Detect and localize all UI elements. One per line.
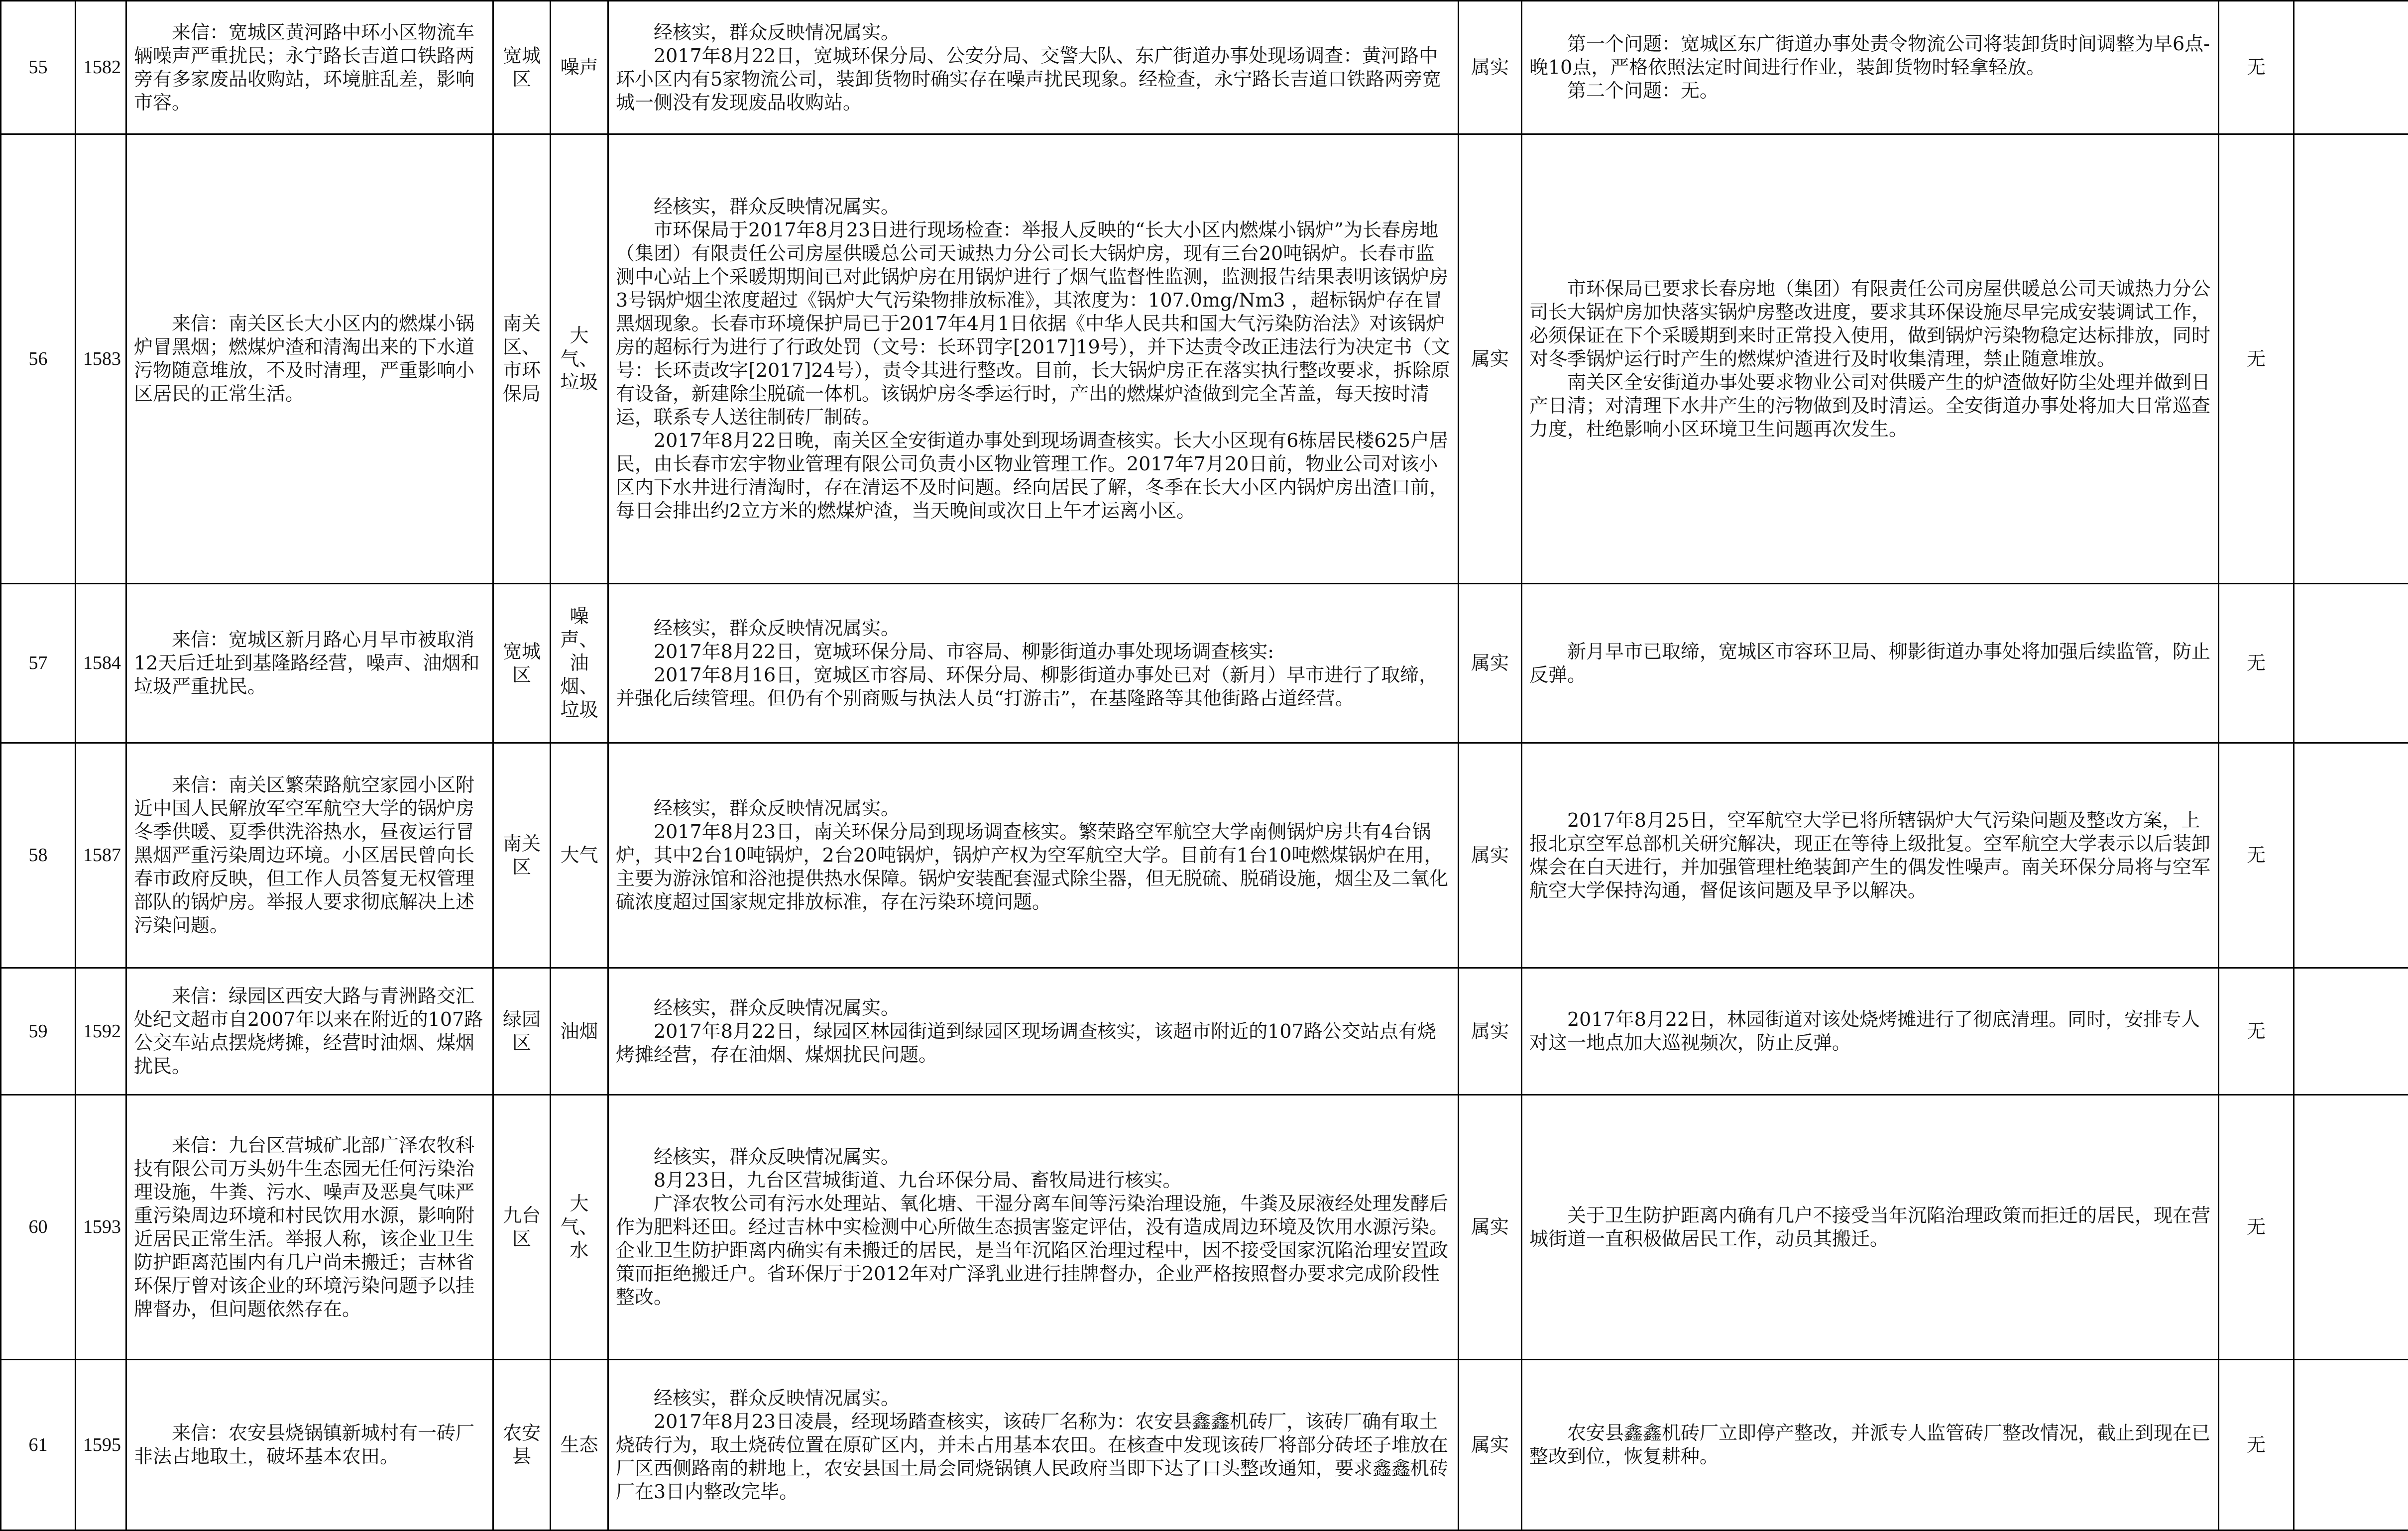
handling-measures <box>1522 968 2219 1095</box>
district: 宽城区 <box>493 1 551 134</box>
complaint-content <box>126 134 493 584</box>
verdict: 属实 <box>1459 968 1522 1095</box>
pollution-type: 油烟 <box>551 968 608 1095</box>
investigation-paragraph: 市环保局于2017年8月23日进行现场检查：举报人反映的“长大小区内燃煤小锅炉”为长春房地（集团）有限责任公司房屋供暖总公司天诚热力分公司长大锅炉房，现有三台20吨锅炉。长春市监测中心站上个采暖期期间已对此锅炉房在用锅炉进行了烟气监督性监测，监测报告结果表明该锅炉房3号锅炉烟尘浓度超过《锅炉大气污染物排放标准》，其浓度为：107.0mg/Nm3 ，超标锅炉存在冒黑烟现象。长春市环境保护局已于2017年4月1日依据《中华人民共和国大气污染防治法》对该锅炉房的超标行为进行了行政处罚（文号：长环罚字[2017]19号），并下达责令改正违法行为决定书（文号：长环责改字[2017]24号），责令其进行整改。目前，长大锅炉房正在落实执行整改要求，拆除原有设备，新建除尘脱硫一体机。该锅炉房冬季运行时，产出的燃煤炉渣做到完全苫盖，每天按时清运，联系专人送往制砖厂制砖。 <box>616 219 1451 429</box>
investigation-result <box>608 134 1459 584</box>
complaint-text: 来信：农安县烧锅镇新城村有一砖厂非法占地取土，破坏基本农田。 <box>134 1422 485 1468</box>
complaint-text: 来信：南关区长大小区内的燃煤小锅炉冒黑烟；燃煤炉渣和清淘出来的下水道污物随意堆放，不及时清理，严重影响小区居民的正常生活。 <box>134 312 485 406</box>
remark <box>2294 1360 2408 1531</box>
handling-measures <box>1522 743 2219 968</box>
remark <box>2294 584 2408 743</box>
investigation-paragraph: 经核实，群众反映情况属实。 <box>616 996 1451 1020</box>
accountability: 无 <box>2219 968 2294 1095</box>
investigation-paragraph: 经核实，群众反映情况属实。 <box>616 195 1451 219</box>
investigation-paragraph: 2017年8月22日，宽城环保分局、市容局、柳影街道办事处现场调查核实: <box>616 640 1451 663</box>
investigation-result <box>608 1360 1459 1531</box>
pollution-type: 大气 <box>551 743 608 968</box>
row-index: 60 <box>1 1095 76 1360</box>
verdict: 属实 <box>1459 134 1522 584</box>
investigation-paragraph: 2017年8月22日，绿园区林园街道到绿园区现场调查核实，该超市附近的107路公交站点有烧烤摊经营，存在油烟、煤烟扰民问题。 <box>616 1020 1451 1067</box>
pollution-type: 大气、垃圾 <box>551 134 608 584</box>
investigation-paragraph: 2017年8月23日，南关环保分局到现场调查核实。繁荣路空军航空大学南侧锅炉房共有4台锅炉，其中2台10吨锅炉，2台20吨锅炉，锅炉产权为空军航空大学。目前有1台10吨燃煤锅炉在用，主要为游泳馆和浴池提供热水保障。锅炉安装配套湿式除尘器，但无脱硫、脱硝设施，烟尘及二氧化硫浓度超过国家规定排放标准，存在污染环境问题。 <box>616 820 1451 914</box>
handling-measures <box>1522 584 2219 743</box>
accountability: 无 <box>2219 743 2294 968</box>
verdict: 属实 <box>1459 1360 1522 1531</box>
district: 绿园区 <box>493 968 551 1095</box>
handling-paragraph: 新月早市已取缔，宽城区市容环卫局、柳影街道办事处将加强后续监管，防止反弹。 <box>1529 640 2211 687</box>
remark <box>2294 134 2408 584</box>
row-index: 61 <box>1 1360 76 1531</box>
accountability: 无 <box>2219 1360 2294 1531</box>
handling-measures <box>1522 1095 2219 1360</box>
investigation-result <box>608 584 1459 743</box>
accountability: 无 <box>2219 1095 2294 1360</box>
investigation-result <box>608 1095 1459 1360</box>
table-row <box>1 1 2408 134</box>
verdict: 属实 <box>1459 1095 1522 1360</box>
remark <box>2294 968 2408 1095</box>
remark <box>2294 743 2408 968</box>
row-index: 55 <box>1 1 76 134</box>
case-id: 1587 <box>76 743 126 968</box>
district: 九台区 <box>493 1095 551 1360</box>
table-row <box>1 584 2408 743</box>
handling-paragraph: 2017年8月22日，林园街道对该处烧烤摊进行了彻底清理。同时，安排专人对这一地点加大巡视频次，防止反弹。 <box>1529 1008 2211 1055</box>
complaint-content <box>126 1095 493 1360</box>
investigation-paragraph: 经核实，群众反映情况属实。 <box>616 1145 1451 1169</box>
handling-measures <box>1522 134 2219 584</box>
case-id: 1584 <box>76 584 126 743</box>
accountability: 无 <box>2219 1 2294 134</box>
investigation-result <box>608 968 1459 1095</box>
district: 南关区 <box>493 743 551 968</box>
row-index: 59 <box>1 968 76 1095</box>
complaint-content <box>126 1 493 134</box>
complaint-text: 来信：九台区营城矿北部广泽农牧科技有限公司万头奶牛生态园无任何污染治理设施，牛粪、污水、噪声及恶臭气味严重污染周边环境和村民饮用水源，影响附近居民正常生活。举报人称，该企业卫生防护距离范围内有几户尚未搬迁；吉林省环保厅曾对该企业的环境污染问题予以挂牌督办，但问题依然存在。 <box>134 1134 485 1321</box>
district: 农安县 <box>493 1360 551 1531</box>
pollution-type: 噪声、油烟、垃圾 <box>551 584 608 743</box>
row-index: 57 <box>1 584 76 743</box>
investigation-paragraph: 经核实，群众反映情况属实。 <box>616 21 1451 44</box>
handling-paragraph: 2017年8月25日，空军航空大学已将所辖锅炉大气污染问题及整改方案，上报北京空军总部机关研究解决，现正在等待上级批复。空军航空大学表示以后装卸煤会在白天进行，并加强管理杜绝装卸产生的偶发性噪声。南关环保分局将与空军航空大学保持沟通，督促该问题及早予以解决。 <box>1529 809 2211 902</box>
pollution-type: 生态 <box>551 1360 608 1531</box>
verdict: 属实 <box>1459 1 1522 134</box>
investigation-paragraph: 2017年8月23日凌晨，经现场踏查核实，该砖厂名称为：农安县鑫鑫机砖厂，该砖厂确有取土烧砖行为，取土烧砖位置在原矿区内，并未占用基本农田。在核查中发现该砖厂将部分砖坯子堆放在厂区西侧路南的耕地上，农安县国土局会同烧锅镇人民政府当即下达了口头整改通知，要求鑫鑫机砖厂在3日内整改完毕。 <box>616 1410 1451 1504</box>
complaint-text: 来信：南关区繁荣路航空家园小区附近中国人民解放军空军航空大学的锅炉房冬季供暖、夏季供洗浴热水，昼夜运行冒黑烟严重污染周边环境。小区居民曾向长春市政府反映，但工作人员答复无权管理部队的锅炉房。举报人要求彻底解决上述污染问题。 <box>134 773 485 937</box>
investigation-result <box>608 1 1459 134</box>
complaint-text: 来信：绿园区西安大路与青洲路交汇处纪文超市自2007年以来在附近的107路公交车站点摆烧烤摊，经营时油烟、煤烟扰民。 <box>134 984 485 1078</box>
handling-measures <box>1522 1360 2219 1531</box>
investigation-paragraph: 经核实，群众反映情况属实。 <box>616 1387 1451 1410</box>
table-row <box>1 1360 2408 1531</box>
handling-measures <box>1522 1 2219 134</box>
pollution-type: 大气、水 <box>551 1095 608 1360</box>
district: 南关区、市环保局 <box>493 134 551 584</box>
handling-paragraph: 第一个问题：宽城区东广街道办事处责令物流公司将装卸货时间调整为早6点-晚10点，严格依照法定时间进行作业，装卸货物时轻拿轻放。 <box>1529 32 2211 79</box>
case-id: 1593 <box>76 1095 126 1360</box>
complaint-text: 来信：宽城区新月路心月早市被取消12天后迁址到基隆路经营，噪声、油烟和垃圾严重扰民。 <box>134 628 485 698</box>
row-index: 58 <box>1 743 76 968</box>
handling-paragraph: 关于卫生防护距离内确有几户不接受当年沉陷治理政策而拒迁的居民，现在营城街道一直积极做居民工作，动员其搬迁。 <box>1529 1204 2211 1251</box>
investigation-paragraph: 经核实，群众反映情况属实。 <box>616 797 1451 820</box>
accountability: 无 <box>2219 584 2294 743</box>
case-id: 1592 <box>76 968 126 1095</box>
complaint-content <box>126 968 493 1095</box>
complaint-text: 来信：宽城区黄河路中环小区物流车辆噪声严重扰民；永宁路长吉道口铁路两旁有多家废品收购站，环境脏乱差，影响市容。 <box>134 21 485 114</box>
pollution-type: 噪声 <box>551 1 608 134</box>
case-id: 1595 <box>76 1360 126 1531</box>
verdict: 属实 <box>1459 743 1522 968</box>
row-index: 56 <box>1 134 76 584</box>
handling-paragraph: 农安县鑫鑫机砖厂立即停产整改，并派专人监管砖厂整改情况，截止到现在已整改到位，恢复耕种。 <box>1529 1422 2211 1468</box>
investigation-result <box>608 743 1459 968</box>
handling-paragraph: 南关区全安街道办事处要求物业公司对供暖产生的炉渣做好防尘处理并做到日产日清；对清理下水井产生的污物做到及时清运。全安街道办事处将加大日常巡查力度，杜绝影响小区环境卫生问题再次发生。 <box>1529 371 2211 441</box>
investigation-paragraph: 经核实，群众反映情况属实。 <box>616 617 1451 640</box>
table-row <box>1 968 2408 1095</box>
table-row <box>1 1095 2408 1360</box>
investigation-paragraph: 8月23日，九台区营城街道、九台环保分局、畜牧局进行核实。 <box>616 1169 1451 1192</box>
complaint-content <box>126 584 493 743</box>
accountability: 无 <box>2219 134 2294 584</box>
case-id: 1582 <box>76 1 126 134</box>
table-row <box>1 134 2408 584</box>
handling-paragraph: 市环保局已要求长春房地（集团）有限责任公司房屋供暖总公司天诚热力分公司长大锅炉房加快落实锅炉房整改进度，要求其环保设施尽早完成安装调试工作，必须保证在下个采暖期到来时正常投入使用，做到锅炉污染物稳定达标排放，同时对冬季锅炉运行时产生的燃煤炉渣进行及时收集清理，禁止随意堆放。 <box>1529 277 2211 371</box>
handling-paragraph: 第二个问题：无。 <box>1529 79 2211 103</box>
investigation-paragraph: 2017年8月16日，宽城区市容局、环保分局、柳影街道办事处已对（新月）早市进行了取缔，并强化后续管理。但仍有个别商贩与执法人员“打游击”，在基隆路等其他街路占道经营。 <box>616 663 1451 710</box>
district: 宽城区 <box>493 584 551 743</box>
complaint-content <box>126 743 493 968</box>
investigation-paragraph: 2017年8月22日晚，南关区全安街道办事处到现场调查核实。长大小区现有6栋居民楼625户居民，由长春市宏宇物业管理有限公司负责小区物业管理工作。2017年7月20日前，物业公司对该小区内下水井进行清淘时，存在清运不及时问题。经向居民了解，冬季在长大小区内锅炉房出渣口前，每日会排出约2立方米的燃煤炉渣，当天晚间或次日上午才运离小区。 <box>616 429 1451 523</box>
investigation-paragraph: 2017年8月22日，宽城环保分局、公安分局、交警大队、东广街道办事处现场调查：黄河路中环小区内有5家物流公司，装卸货物时确实存在噪声扰民现象。经检查，永宁路长吉道口铁路两旁宽城一侧没有发现废品收购站。 <box>616 44 1451 114</box>
remark <box>2294 1 2408 134</box>
table-row <box>1 743 2408 968</box>
case-id: 1583 <box>76 134 126 584</box>
complaint-content <box>126 1360 493 1531</box>
verdict: 属实 <box>1459 584 1522 743</box>
investigation-paragraph: 广泽农牧公司有污水处理站、氧化塘、干湿分离车间等污染治理设施，牛粪及尿液经处理发酵后作为肥料还田。经过吉林中实检测中心所做生态损害鉴定评估，没有造成周边环境及饮用水源污染。企业卫生防护距离内确实有未搬迁的居民，是当年沉陷区治理过程中，因不接受国家沉陷治理安置政策而拒绝搬迁户。省环保厅于2012年对广泽乳业进行挂牌督办，企业严格按照督办要求完成阶段性整改。 <box>616 1192 1451 1309</box>
remark <box>2294 1095 2408 1360</box>
